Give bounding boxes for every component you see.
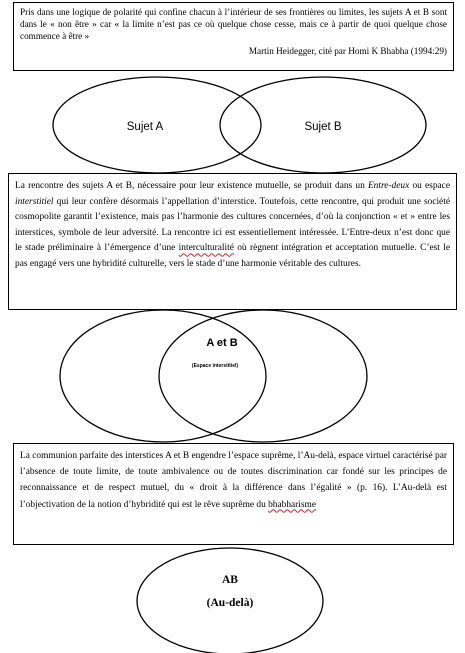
circle-b-overlap (159, 310, 367, 442)
term-entre-deux: Entre-deux (367, 181, 410, 191)
label-au-dela: (Au-delà) (206, 597, 254, 609)
label-ab: AB (222, 574, 238, 586)
term-bhabharisme: bhabharisme (268, 499, 317, 510)
paragraph1-part4: où règnent intégration et acceptation mutuelle. C’est le pas engagé vers une hybridité culturelle, vers le stade d’une harmonie véritable des cultures. (15, 243, 451, 269)
quote-text: Pris dans une logique de polarité qui confine chacun à l’intérieur de ses frontières ou limites, les sujets A et B sont dans le « non être » car « la limite n’est pas ce où quelque chose cesse, mais ce à partir de quoi quelque chose commence à être » (20, 7, 447, 41)
circle-a-overlap (60, 310, 266, 442)
paragraph2-part1: La communion parfaite des interstices A et B engendre l’espace suprême, l’Au-delà, espace virtuel caractérisé par l’absence de toute limite, de toute ambivalence ou de toutes discrimination car fondé sur les principes de reconnaissance et de respect mutuel, du « droit à la différence dans l’égalité » (p. 16). L’Au-delà est l’objectivation de la notion d’hybridité qui est le rêve suprême du (20, 451, 447, 510)
label-sujet-a: Sujet A (126, 121, 164, 133)
quote-box (13, 2, 454, 71)
paragraph-entre-deux (8, 173, 457, 310)
label-a-et-b: A et B (206, 337, 238, 349)
label-espace-interstitiel: (Espace interstitiel) (191, 363, 239, 369)
term-interculturalite: interculturalité (178, 243, 234, 254)
paragraph-au-dela (13, 443, 454, 545)
paragraph1-part2: ou espace (409, 181, 450, 191)
term-interstitiel: interstitiel (15, 196, 54, 207)
label-sujet-b: Sujet B (304, 121, 342, 133)
quote-source: Martin Heidegger, cité par Homi K Bhabha (1994:29) (248, 46, 447, 56)
paragraph1-part3: qui leur confère désormais l’appellation d’interstice. Toutefois, cette rencontre, qui produit une société cosmopolite garantit l’existence, mais pas l’harmonie des cultures concernées, d’où la conjonction « et » entre les interstices, symbole de leur adversité. La rencontre ici est essentiellement intéressée. L’Entre-deux n’est donc que le stade préliminaire à l’émergence d’une (15, 196, 450, 254)
paragraph1-part1: La rencontre des sujets A et B, nécessaire pour leur existence mutuelle, se produit dans un (15, 181, 368, 191)
